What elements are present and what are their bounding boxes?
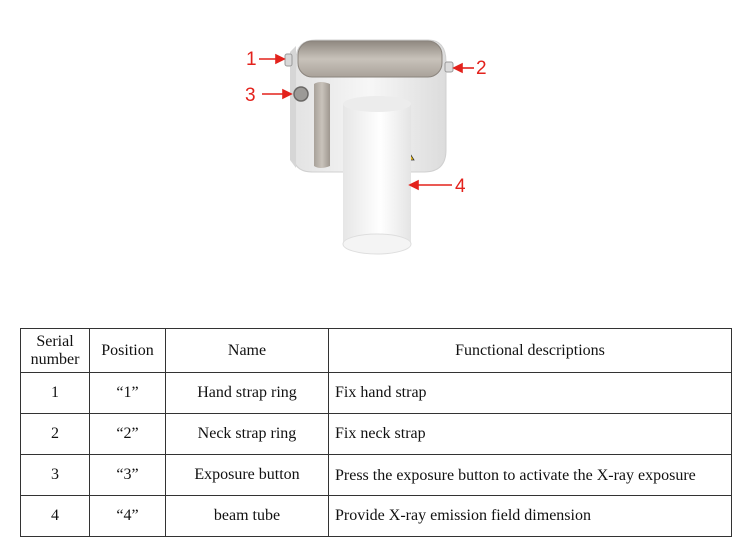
callout-label-4: 4 <box>455 176 466 197</box>
cell-description: Press the exposure button to activate the X-ray exposure <box>329 455 732 496</box>
cell-serial: 3 <box>21 455 90 496</box>
table-row <box>21 455 732 496</box>
header-name: Name <box>166 329 329 373</box>
cell-name: beam tube <box>166 496 329 537</box>
callout-label-3: 3 <box>245 85 256 106</box>
table-row <box>21 496 732 537</box>
callout-label-2: 2 <box>476 58 487 79</box>
cell-description: Fix hand strap <box>329 373 732 414</box>
component-table <box>20 328 732 537</box>
exposure-button-icon <box>294 87 308 101</box>
table-row <box>21 414 732 455</box>
cell-name: Hand strap ring <box>166 373 329 414</box>
cell-serial: 4 <box>21 496 90 537</box>
beam-tube <box>343 96 411 254</box>
table-row <box>21 373 732 414</box>
device-side-panel <box>314 82 330 168</box>
neck-strap-ring-icon <box>445 62 453 72</box>
cell-description: Provide X-ray emission field dimension <box>329 496 732 537</box>
cell-name: Exposure button <box>166 455 329 496</box>
cell-serial: 2 <box>21 414 90 455</box>
callout-label-1: 1 <box>246 49 257 70</box>
header-description: Functional descriptions <box>329 329 732 373</box>
cell-description: Fix neck strap <box>329 414 732 455</box>
table-header-row <box>21 329 732 373</box>
cell-position: “2” <box>90 414 166 455</box>
cell-serial: 1 <box>21 373 90 414</box>
cell-position: “3” <box>90 455 166 496</box>
device-top-panel <box>298 41 442 77</box>
cell-position: “4” <box>90 496 166 537</box>
cell-name: Neck strap ring <box>166 414 329 455</box>
header-serial-number: Serial number <box>21 329 90 373</box>
hand-strap-ring-icon <box>285 54 292 66</box>
cell-position: “1” <box>90 373 166 414</box>
header-position: Position <box>90 329 166 373</box>
